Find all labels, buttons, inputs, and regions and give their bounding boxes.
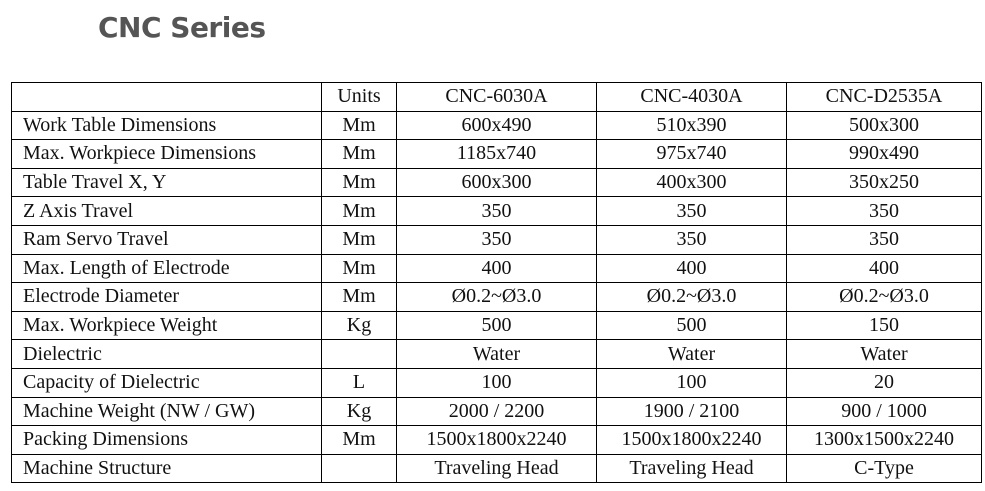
row-value-cell: 500 <box>597 311 787 340</box>
row-label-cell: Work Table Dimensions <box>12 111 322 140</box>
row-value-cell: 1900 / 2100 <box>597 397 787 426</box>
row-value-cell: Ø0.2~Ø3.0 <box>787 283 982 312</box>
row-value-cell: 510x390 <box>597 111 787 140</box>
row-value-cell: 350 <box>397 197 597 226</box>
row-units-cell: Kg <box>322 311 397 340</box>
table-row <box>12 140 982 169</box>
row-value-cell: Water <box>787 340 982 369</box>
row-label-cell: Max. Workpiece Weight <box>12 311 322 340</box>
table-row <box>12 111 982 140</box>
row-units-cell: Kg <box>322 397 397 426</box>
table-row <box>12 426 982 455</box>
row-label-cell: Ram Servo Travel <box>12 225 322 254</box>
row-value-cell: 1500x1800x2240 <box>597 426 787 455</box>
row-value-cell: 150 <box>787 311 982 340</box>
row-label-cell: Dielectric <box>12 340 322 369</box>
page-title: CNC Series <box>98 11 266 44</box>
spec-table <box>11 82 982 483</box>
row-value-cell: 400 <box>597 254 787 283</box>
row-units-cell <box>322 454 397 483</box>
header-model-cell: CNC-6030A <box>397 83 597 112</box>
spec-table-body <box>12 83 982 483</box>
row-value-cell: 500 <box>397 311 597 340</box>
row-value-cell: 350 <box>787 225 982 254</box>
row-units-cell: Mm <box>322 197 397 226</box>
row-value-cell: Traveling Head <box>597 454 787 483</box>
row-label-cell: Machine Weight (NW / GW) <box>12 397 322 426</box>
table-row <box>12 168 982 197</box>
row-value-cell: Ø0.2~Ø3.0 <box>397 283 597 312</box>
row-value-cell: 20 <box>787 368 982 397</box>
row-label-cell: Max. Workpiece Dimensions <box>12 140 322 169</box>
row-value-cell: 1500x1800x2240 <box>397 426 597 455</box>
table-row <box>12 197 982 226</box>
row-units-cell: Mm <box>322 426 397 455</box>
row-value-cell: Water <box>397 340 597 369</box>
row-value-cell: 600x300 <box>397 168 597 197</box>
row-units-cell: Mm <box>322 168 397 197</box>
row-units-cell: L <box>322 368 397 397</box>
table-row <box>12 225 982 254</box>
row-value-cell: 600x490 <box>397 111 597 140</box>
table-row <box>12 340 982 369</box>
row-label-cell: Table Travel X, Y <box>12 168 322 197</box>
header-model-cell: CNC-D2535A <box>787 83 982 112</box>
row-value-cell: 500x300 <box>787 111 982 140</box>
row-units-cell: Mm <box>322 140 397 169</box>
header-units-cell: Units <box>322 83 397 112</box>
row-units-cell <box>322 340 397 369</box>
table-row <box>12 454 982 483</box>
row-value-cell: 100 <box>597 368 787 397</box>
row-value-cell: 900 / 1000 <box>787 397 982 426</box>
row-label-cell: Max. Length of Electrode <box>12 254 322 283</box>
row-value-cell: 400 <box>787 254 982 283</box>
row-value-cell: Water <box>597 340 787 369</box>
table-row <box>12 311 982 340</box>
row-units-cell: Mm <box>322 225 397 254</box>
row-label-cell: Packing Dimensions <box>12 426 322 455</box>
table-header-row <box>12 83 982 112</box>
row-value-cell: 350 <box>597 225 787 254</box>
row-value-cell: 990x490 <box>787 140 982 169</box>
row-value-cell: Traveling Head <box>397 454 597 483</box>
row-value-cell: 100 <box>397 368 597 397</box>
row-value-cell: 350 <box>397 225 597 254</box>
row-label-cell: Machine Structure <box>12 454 322 483</box>
row-value-cell: 350 <box>787 197 982 226</box>
row-value-cell: 350x250 <box>787 168 982 197</box>
row-value-cell: 2000 / 2200 <box>397 397 597 426</box>
row-units-cell: Mm <box>322 283 397 312</box>
header-model-cell: CNC-4030A <box>597 83 787 112</box>
row-value-cell: C-Type <box>787 454 982 483</box>
row-value-cell: 975x740 <box>597 140 787 169</box>
header-label-cell <box>12 83 322 112</box>
row-value-cell: Ø0.2~Ø3.0 <box>597 283 787 312</box>
row-value-cell: 1185x740 <box>397 140 597 169</box>
row-label-cell: Capacity of Dielectric <box>12 368 322 397</box>
row-units-cell: Mm <box>322 111 397 140</box>
row-label-cell: Electrode Diameter <box>12 283 322 312</box>
table-row <box>12 368 982 397</box>
table-row <box>12 254 982 283</box>
row-label-cell: Z Axis Travel <box>12 197 322 226</box>
row-value-cell: 400 <box>397 254 597 283</box>
row-value-cell: 1300x1500x2240 <box>787 426 982 455</box>
table-row <box>12 283 982 312</box>
row-value-cell: 350 <box>597 197 787 226</box>
row-units-cell: Mm <box>322 254 397 283</box>
row-value-cell: 400x300 <box>597 168 787 197</box>
table-row <box>12 397 982 426</box>
